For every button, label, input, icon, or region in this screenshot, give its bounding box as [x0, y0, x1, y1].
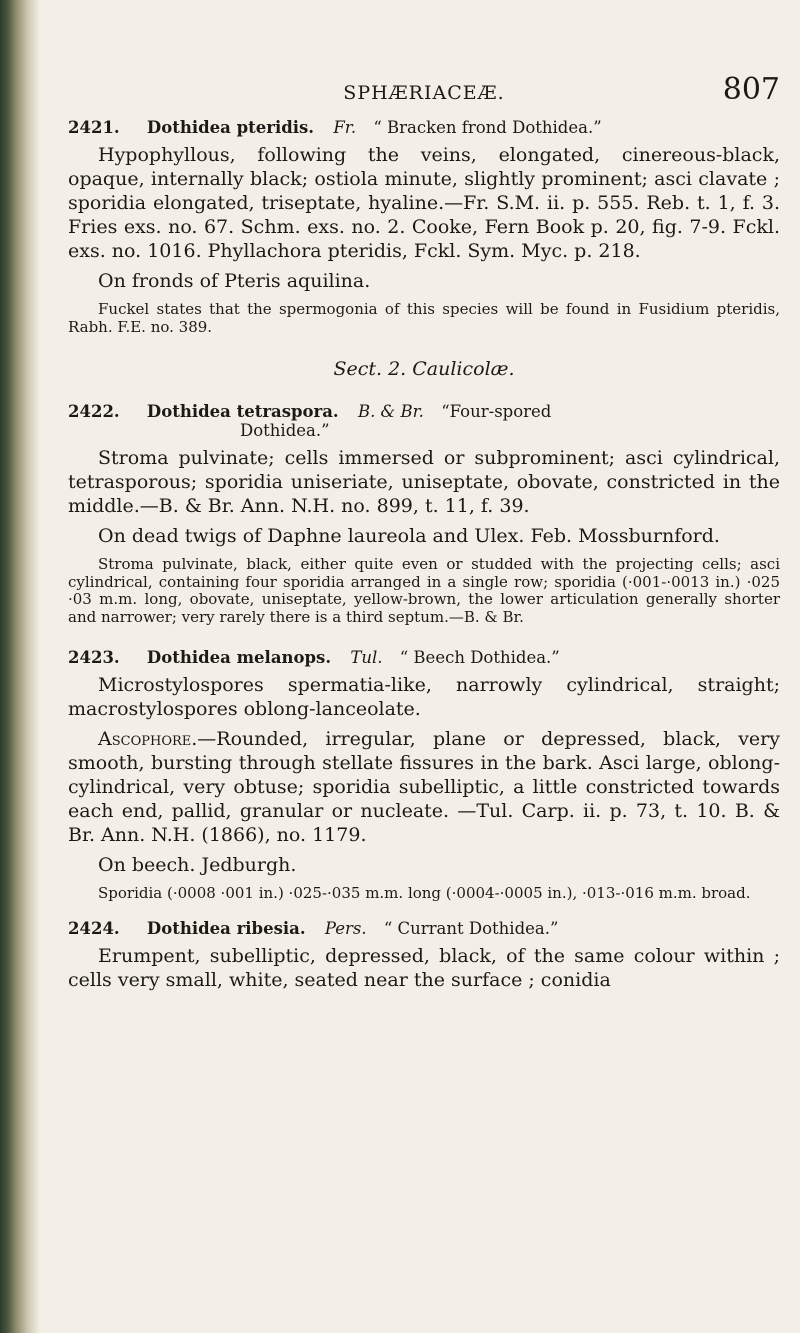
- entry-number: 2422.: [68, 402, 120, 421]
- entry-heading: [68, 118, 780, 137]
- species-habitat: On fronds of Pteris aquilina.: [98, 270, 371, 292]
- entry-2421: [68, 118, 780, 336]
- entry-heading: [68, 919, 780, 938]
- species-name: Dothidea tetraspora.: [146, 402, 339, 421]
- species-description: Stroma pulvinate; cells immersed or subprominent; asci cylindrical, tetrasporous; sporidia uniseriate, uniseptate, obovate, constricted in the middle.—B. & Br. Ann. N.H. no. 899, t. 11, f. 39.: [68, 447, 780, 517]
- species-habitat: On dead twigs of Daphne laureola and Ulex. Feb. Mossburnford.: [98, 525, 720, 547]
- running-title: SPHÆRIACEÆ.: [343, 82, 505, 104]
- species-note: Sporidia (·0008 ·001 in.) ·025-·035 m.m. long (·0004-·0005 in.), ·013-·016 m.m. broad.: [98, 884, 751, 902]
- entry-heading: [68, 402, 780, 440]
- common-name-continued: Dothidea.”: [240, 421, 330, 440]
- species-name: Dothidea melanops.: [146, 648, 332, 667]
- species-description: Microstylospores spermatia-like, narrowly cylindrical, straight; macrostylospores oblong-lanceolate.: [68, 674, 780, 720]
- entry-number: 2423.: [68, 648, 120, 667]
- ascophore-label: Ascophore.: [98, 728, 198, 750]
- species-authority: Tul.: [350, 648, 383, 667]
- common-name: “ Bracken frond Dothidea.”: [373, 118, 602, 137]
- entry-2424: [68, 919, 780, 992]
- ascophore-text: —Rounded, irregular, plane or depressed, black, very smooth, bursting through stellate fissures in the bark. Asci large, oblong-cylindrical, very obtuse; sporidia subelliptic, a little constricted towards each end, pallid, granular or nucleate. —Tul. Carp. ii. p. 73, t. 10. B. & Br. Ann. N.H. (1866), no. 1179.: [68, 728, 780, 846]
- species-authority: B. & Br.: [357, 402, 424, 421]
- species-authority: Pers.: [324, 918, 367, 938]
- common-name: “ Beech Dothidea.”: [399, 648, 560, 667]
- common-name: “ Currant Dothidea.”: [383, 918, 559, 938]
- binding-shadow: [0, 0, 40, 1333]
- entry-number: 2424.: [68, 918, 120, 938]
- entry-heading: [68, 648, 780, 667]
- species-habitat: On beech. Jedburgh.: [98, 854, 297, 876]
- running-head: [68, 72, 780, 112]
- page-number: 807: [722, 72, 780, 107]
- species-note: Stroma pulvinate, black, either quite even or studded with the projecting cells; asci cylindrical, containing four sporidia arranged in a single row; sporidia (·001-·0013 in.) ·025 ·03 m.m. long, obovate, uniseptate, yellow-brown, the lower articulation generally shorter and narrower; very rarely there is a third septum.—B. & Br.: [68, 555, 780, 626]
- species-authority: Fr.: [333, 118, 357, 137]
- entry-number: 2421.: [68, 118, 120, 137]
- species-name: Dothidea pteridis.: [146, 118, 315, 137]
- entry-2422: [68, 402, 780, 626]
- species-description: Hypophyllous, following the veins, elongated, cinereous-black, opaque, internally black; ostiola minute, slightly prominent; asci clavate ; sporidia elongated, triseptate, hyaline.—Fr. S.M. ii. p. 555. Reb. t. 1, f. 3. Fries exs. no. 67. Schm. exs. no. 2. Cooke, Fern Book p. 20, fig. 7-9. Fckl. exs. no. 1016. Phyllachora pteridis, Fckl. Sym. Myc. p. 218.: [68, 144, 780, 262]
- ascophore-description: [68, 727, 780, 847]
- page-body: [68, 116, 780, 992]
- section-heading: Sect. 2. Caulicolæ.: [333, 358, 515, 380]
- common-name: “Four-spored: [441, 402, 552, 421]
- species-name: Dothidea ribesia.: [146, 918, 306, 938]
- entry-2423: [68, 648, 780, 903]
- species-note: Fuckel states that the spermogonia of this species will be found in Fusidium pteridis, Rabh. F.E. no. 389.: [68, 300, 780, 336]
- species-description: Erumpent, subelliptic, depressed, black, of the same colour within ; cells very small, white, seated near the surface ; conidia: [68, 944, 780, 991]
